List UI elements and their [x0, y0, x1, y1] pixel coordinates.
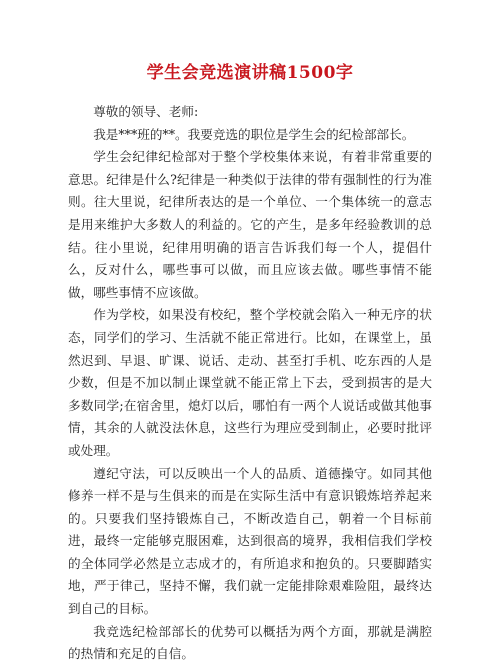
paragraph-discipline-meaning: 学生会纪律纪检部对于整个学校集体来说，有着非常重要的意思。纪律是什么?纪律是一种类似于法律的带有强制性的行为准则。往大里说，纪律所表达的是一个单位、一个集体统一的意志是用来维护大多数人的利益的。它的产生，是多年经验教训的总结。往小里说，纪律用明确的语言告诉我们每一个人，提倡什么，反对什么，哪些事可以做，而且应该去做。哪些事情不能做，哪些事情不应该做。 [68, 149, 432, 300]
paragraph-salutation: 尊敬的领导、老师: [93, 104, 199, 119]
paragraph-school-rules: 作为学校，如果没有校纪，整个学校就会陷入一种无序的状态，同学们的学习、生活就不能正常进行。比如，在课堂上，虽然迟到、早退、旷课、说话、走动、甚至打手机、吃东西的人是少数，但是不加以制止课堂就不能正常上下去，受到损害的是大多数同学;在宿舍里，熄灯以后，哪怕有一两个人说话或做其他事情，其余的人就没法休息，这些行为理应受到制止，必要时批评或处理。 [68, 307, 432, 458]
document-title: 学生会竞选演讲稿1500字 [146, 63, 354, 83]
paragraph-introduction: 我是***班的**。我要竞选的职位是学生会的纪检部部长。 [93, 126, 415, 142]
paragraph-self-discipline: 遵纪守法，可以反映出一个人的品质、道德操守。如同其他修养一样不是与生俱来的而是在实际生活中有意识锻炼培养起来的。只要我们坚持锻炼自己，不断改造自己，朝着一个目标前进，最终一定能够克服困难，达到很高的境界，我相信我们学校的全体同学必然是立志成才的，有所追求和抱负的。只要脚踏实地，严于律己，坚持不懈，我们就一定能排除艰难险阻，最终达到自己的目标。 [68, 465, 432, 617]
paragraph-advantages: 我竞选纪检部部长的优势可以概括为两个方面，那就是满腔的热情和充足的自信。 [68, 623, 432, 662]
